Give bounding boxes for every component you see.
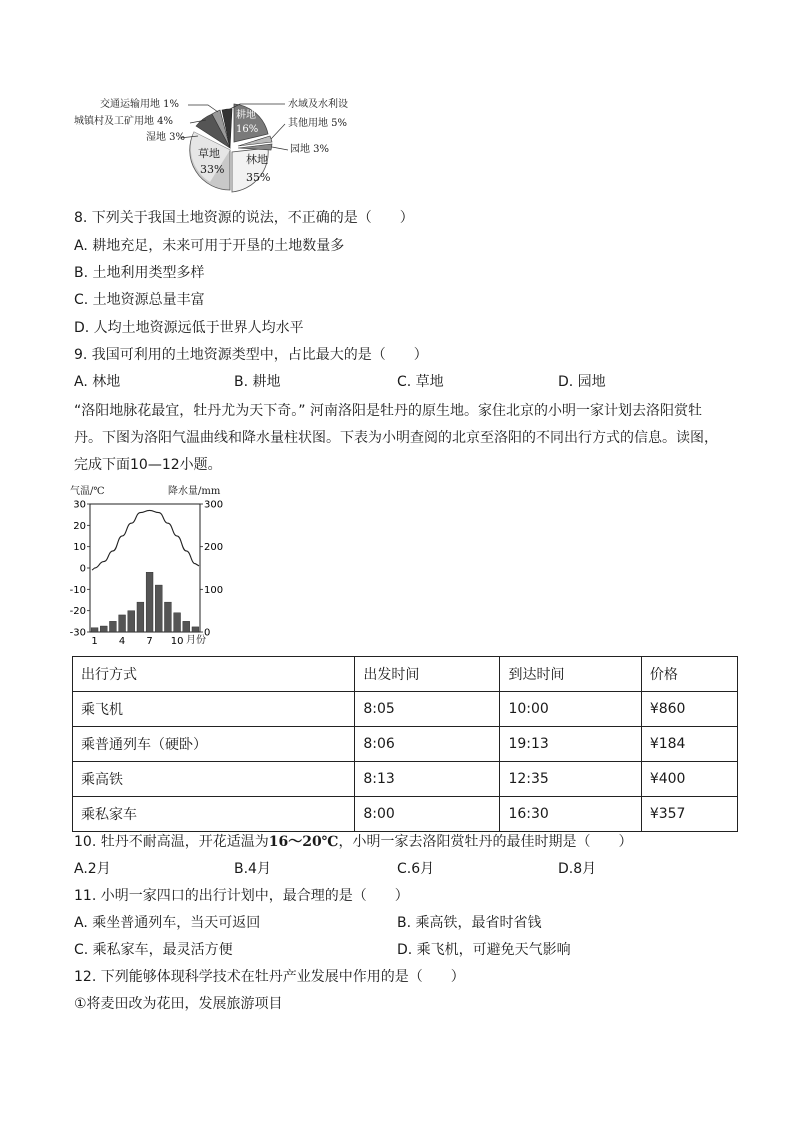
- table-header-cell: 出发时间: [355, 657, 500, 692]
- table-cell: 8:00: [355, 797, 500, 832]
- table-cell: ¥860: [641, 692, 737, 727]
- leader-garden: [272, 147, 288, 150]
- q8-option-b: B. 土地利用类型多样: [74, 265, 205, 281]
- precipitation-bar: [100, 626, 107, 632]
- pie-label-water: 水域及水利设: [288, 99, 348, 110]
- q12-stem: 12. 下列能够体现科学技术在牡丹产业发展中作用的是（ ）: [74, 969, 465, 985]
- q10-temp-range: 16～20℃: [268, 834, 339, 850]
- q12-item-1: ①将麦田改为花田，发展旅游项目: [74, 996, 283, 1012]
- climate-chart: [66, 480, 236, 650]
- table-cell: 10:00: [500, 692, 641, 727]
- table-cell: 乘私家车: [73, 797, 355, 832]
- q11-option-c: C. 乘私家车，最灵活方便: [74, 942, 233, 958]
- precipitation-bar: [128, 611, 135, 632]
- q8-option-c: C. 土地资源总量丰富: [74, 292, 205, 308]
- table-cell: 8:13: [355, 762, 500, 797]
- temperature-curve: [92, 510, 199, 570]
- table-cell: 8:06: [355, 727, 500, 762]
- q10-option-d: D.8月: [558, 861, 597, 877]
- temp-tick-label: 20: [73, 520, 86, 532]
- precip-tick-label: 300: [204, 499, 224, 511]
- passage-line-3: 完成下面10—12小题。: [74, 457, 222, 473]
- precipitation-bar: [183, 621, 190, 632]
- table-row: [73, 762, 738, 797]
- q10-option-c: C.6月: [397, 861, 435, 877]
- climate-chart-svg: [66, 480, 236, 650]
- pie-label-transport: 交通运输用地 1%: [100, 99, 180, 110]
- table-cell: 16:30: [500, 797, 641, 832]
- pie-label-garden: 园地 3%: [290, 144, 330, 155]
- travel-options-table: [72, 656, 738, 832]
- pie-label-cropland-name: 耕地: [236, 110, 256, 121]
- table-cell: ¥184: [641, 727, 737, 762]
- q9-option-a: A. 林地: [74, 374, 121, 390]
- q11-stem: 11. 小明一家四口的出行计划中，最合理的是（ ）: [74, 888, 409, 904]
- land-use-pie-figure: [70, 90, 370, 205]
- leader-transport: [188, 105, 218, 112]
- month-tick-label: 1: [91, 636, 98, 647]
- q9-option-d: D. 园地: [558, 374, 606, 390]
- pie-label-other: 其他用地 5%: [288, 118, 348, 129]
- pie-label-grass-name: 草地: [198, 147, 220, 160]
- temp-tick-label: -20: [69, 606, 86, 618]
- pie-label-wetland: 湿地 3%: [146, 132, 186, 143]
- precipitation-bar: [192, 627, 199, 632]
- q10-stem-part-c: ，小明一家去洛阳赏牡丹的最佳时期是（ ）: [338, 834, 633, 850]
- q8-stem: 8. 下列关于我国土地资源的说法，不正确的是（ ）: [74, 210, 414, 226]
- passage-line-1: “洛阳地脉花最宜，牡丹尤为天下奇。” 河南洛阳是牡丹的原生地。家住北京的小明一家计划去洛阳赏牡: [74, 403, 702, 419]
- precipitation-bar: [109, 621, 116, 632]
- table-cell: 乘飞机: [73, 692, 355, 727]
- precip-tick-label: 100: [204, 584, 224, 596]
- q10-stem-part-a: 10. 牡丹不耐高温，开花适温为: [74, 834, 269, 850]
- pie-label-forest-name: 林地: [246, 153, 268, 166]
- table-header-cell: 出行方式: [73, 657, 355, 692]
- precipitation-bar: [91, 628, 98, 632]
- temp-tick-label: -10: [69, 584, 86, 596]
- table-cell: ¥400: [641, 762, 737, 797]
- temp-tick-label: -30: [69, 627, 86, 639]
- q11-option-b: B. 乘高铁，最省时省钱: [397, 915, 542, 931]
- table-header-row: [73, 657, 738, 692]
- table-cell: 乘普通列车（硬卧）: [73, 727, 355, 762]
- x-axis-title: 月份: [186, 635, 206, 646]
- table-cell: 19:13: [500, 727, 641, 762]
- temp-tick-label: 0: [79, 563, 86, 575]
- precip-tick-label: 200: [204, 542, 224, 554]
- pie-label-urban: 城镇村及工矿用地 4%: [74, 116, 174, 127]
- precipitation-bar: [146, 572, 153, 632]
- q10-stem: [74, 832, 632, 852]
- leader-other: [271, 124, 285, 139]
- q9-stem: 9. 我国可利用的土地资源类型中，占比最大的是（ ）: [74, 347, 428, 363]
- passage-line-2: 丹。下图为洛阳气温曲线和降水量柱状图。下表为小明查阅的北京至洛阳的不同出行方式的信息。读图，: [74, 430, 718, 446]
- temp-axis-title: 气温/℃: [70, 486, 105, 497]
- q8-option-a: A. 耕地充足，未来可用于开垦的土地数量多: [74, 238, 345, 254]
- table-row: [73, 692, 738, 727]
- temp-tick-label: 30: [73, 499, 86, 511]
- precipitation-bar: [137, 602, 144, 632]
- table-cell: 8:05: [355, 692, 500, 727]
- pie-label-forest-pct: 35%: [246, 171, 271, 184]
- q11-option-a: A. 乘坐普通列车，当天可返回: [74, 915, 261, 931]
- q9-option-b: B. 耕地: [234, 374, 281, 390]
- table-row: [73, 797, 738, 832]
- plot-frame: [90, 504, 200, 632]
- table-cell: ¥357: [641, 797, 737, 832]
- table-cell: 乘高铁: [73, 762, 355, 797]
- precip-tick-label: 0: [204, 627, 211, 639]
- q8-option-d: D. 人均土地资源远低于世界人均水平: [74, 320, 304, 336]
- table-header-cell: 到达时间: [500, 657, 641, 692]
- precipitation-bar: [164, 602, 171, 632]
- table-cell: 12:35: [500, 762, 641, 797]
- precipitation-bar: [119, 615, 126, 632]
- q10-option-b: B.4月: [234, 861, 271, 877]
- precipitation-bar: [174, 613, 181, 632]
- pie-label-grass-pct: 33%: [200, 163, 225, 176]
- table-header-cell: 价格: [641, 657, 737, 692]
- month-tick-label: 10: [170, 636, 184, 647]
- precipitation-bar: [155, 585, 162, 632]
- q9-option-c: C. 草地: [397, 374, 444, 390]
- q10-option-a: A.2月: [74, 861, 111, 877]
- table-row: [73, 727, 738, 762]
- q11-option-d: D. 乘飞机，可避免天气影响: [397, 942, 571, 958]
- precip-axis-title: 降水量/mm: [168, 486, 221, 497]
- temp-tick-label: 10: [73, 542, 86, 554]
- pie-label-cropland-pct: 16%: [236, 124, 259, 135]
- month-tick-label: 4: [118, 636, 126, 647]
- month-tick-label: 7: [146, 636, 153, 647]
